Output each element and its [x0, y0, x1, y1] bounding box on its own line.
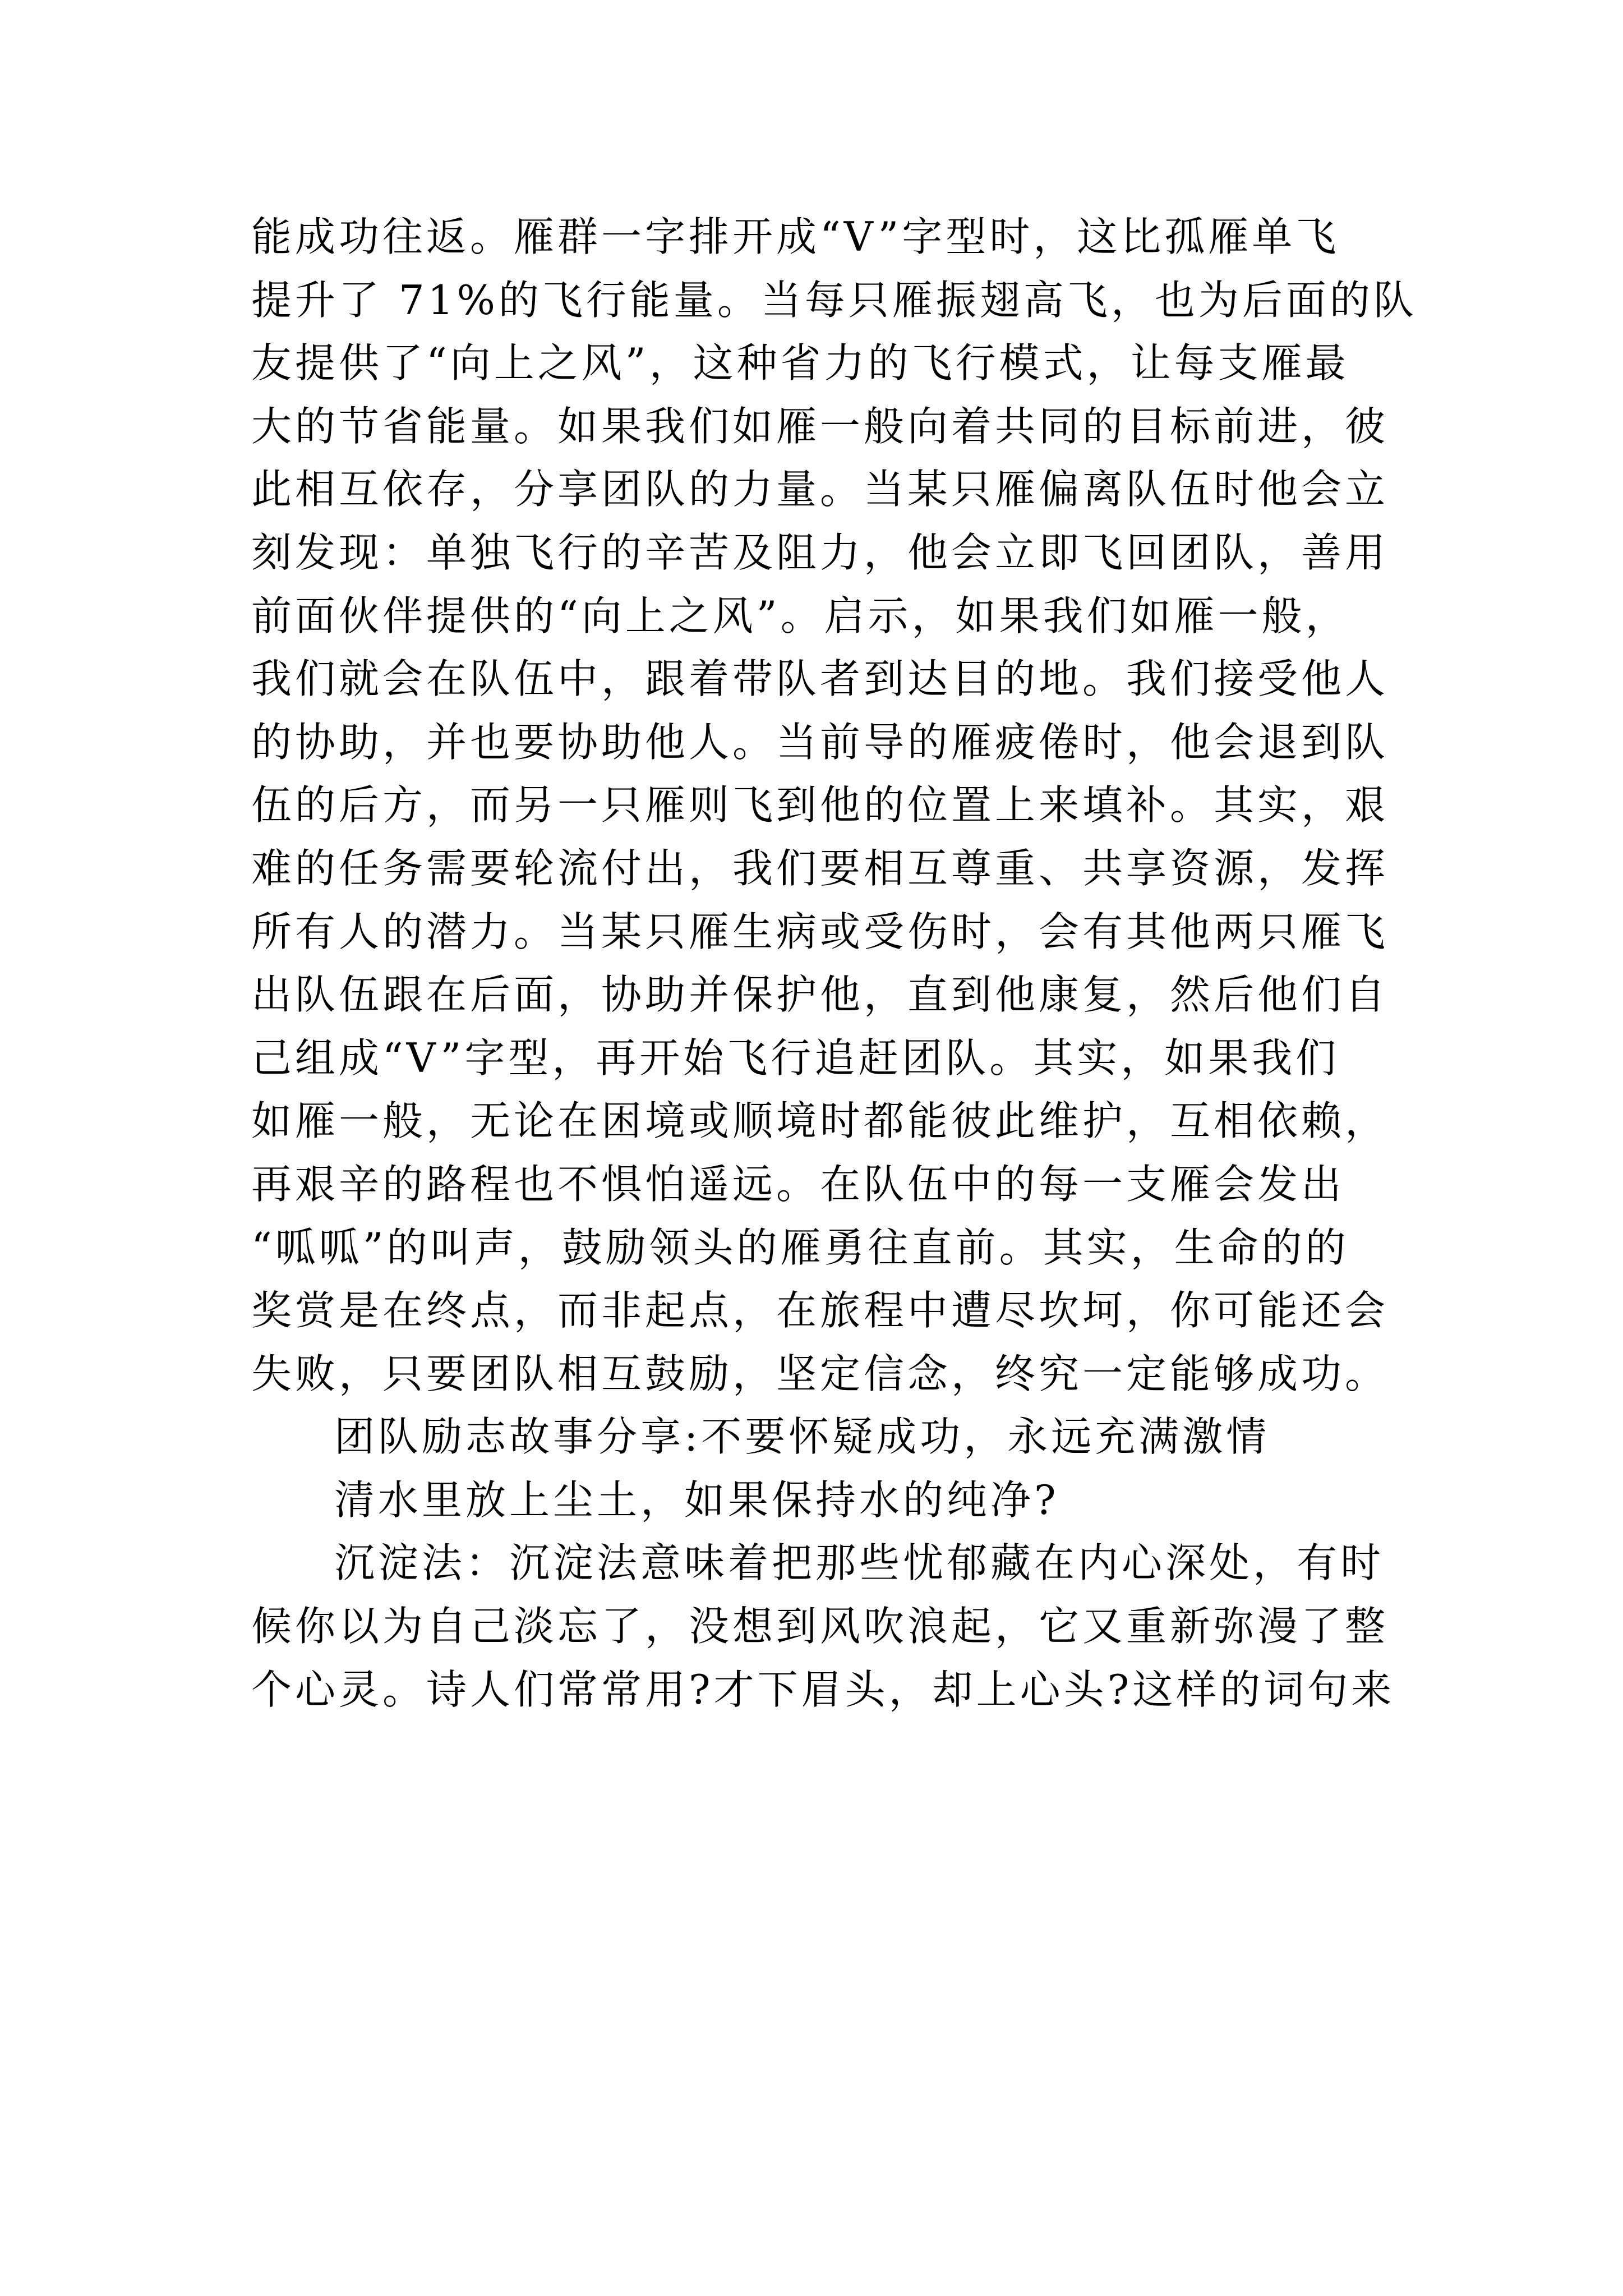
section-heading: 团队励志故事分享:不要怀疑成功，永远充满激情	[334, 1413, 1270, 1461]
paragraph-line: 沉淀法：沉淀法意味着把那些忧郁藏在内心深处，有时	[334, 1539, 1385, 1587]
paragraph-line: 此相互依存，分享团队的力量。当某只雁偏离队伍时他会立	[251, 466, 1389, 513]
paragraph-line: 个心灵。诗人们常常用?才下眉头，却上心头?这样的词句来	[251, 1665, 1395, 1713]
paragraph-line: 候你以为自己淡忘了，没想到风吹浪起，它又重新弥漫了整	[251, 1603, 1389, 1650]
paragraph-line: 如雁一般，无论在困境或顺境时都能彼此维护，互相依赖，	[251, 1097, 1389, 1145]
paragraph-line: 刻发现：单独飞行的辛苦及阻力，他会立即飞回团队，善用	[251, 528, 1389, 576]
paragraph-line: 能成功往返。雁群一字排开成“V”字型时，这比孤雁单飞	[251, 213, 1340, 260]
paragraph-line: 提升了 71%的飞行能量。当每只雁振翅高飞，也为后面的队	[251, 276, 1417, 324]
document-body	[251, 205, 1417, 1721]
paragraph-line: 难的任务需要轮流付出，我们要相互尊重、共享资源，发挥	[251, 844, 1389, 892]
paragraph-line: 友提供了“向上之风”，这种省力的飞行模式，让每支雁最	[251, 339, 1349, 387]
paragraph-line: 失败，只要团队相互鼓励，坚定信念，终究一定能够成功。	[251, 1350, 1389, 1397]
paragraph-line: 奖赏是在终点，而非起点，在旅程中遭尽坎坷，你可能还会	[251, 1287, 1389, 1335]
paragraph-line: 再艰辛的路程也不惧怕遥远。在队伍中的每一支雁会发出	[251, 1160, 1345, 1208]
paragraph-line: 所有人的潜力。当某只雁生病或受伤时，会有其他两只雁飞	[251, 908, 1389, 955]
paragraph-line: 出队伍跟在后面，协助并保护他，直到他康复，然后他们自	[251, 971, 1389, 1019]
paragraph-line: 大的节省能量。如果我们如雁一般向着共同的目标前进，彼	[251, 402, 1389, 450]
paragraph-line: “呱呱”的叫声，鼓励领头的雁勇往直前。其实，生命的的	[251, 1223, 1349, 1271]
paragraph-line: 的协助，并也要协助他人。当前导的雁疲倦时，他会退到队	[251, 718, 1389, 766]
paragraph-line: 伍的后方，而另一只雁则飞到他的位置上来填补。其实，艰	[251, 781, 1389, 829]
paragraph-line: 前面伙伴提供的“向上之风”。启示，如果我们如雁一般，	[251, 592, 1349, 639]
paragraph-line: 我们就会在队伍中，跟着带队者到达目的地。我们接受他人	[251, 655, 1389, 703]
paragraph-line: 己组成“V”字型，再开始飞行追赶团队。其实，如果我们	[251, 1034, 1340, 1082]
paragraph-line: 清水里放上尘土，如果保持水的纯净?	[334, 1476, 1059, 1524]
